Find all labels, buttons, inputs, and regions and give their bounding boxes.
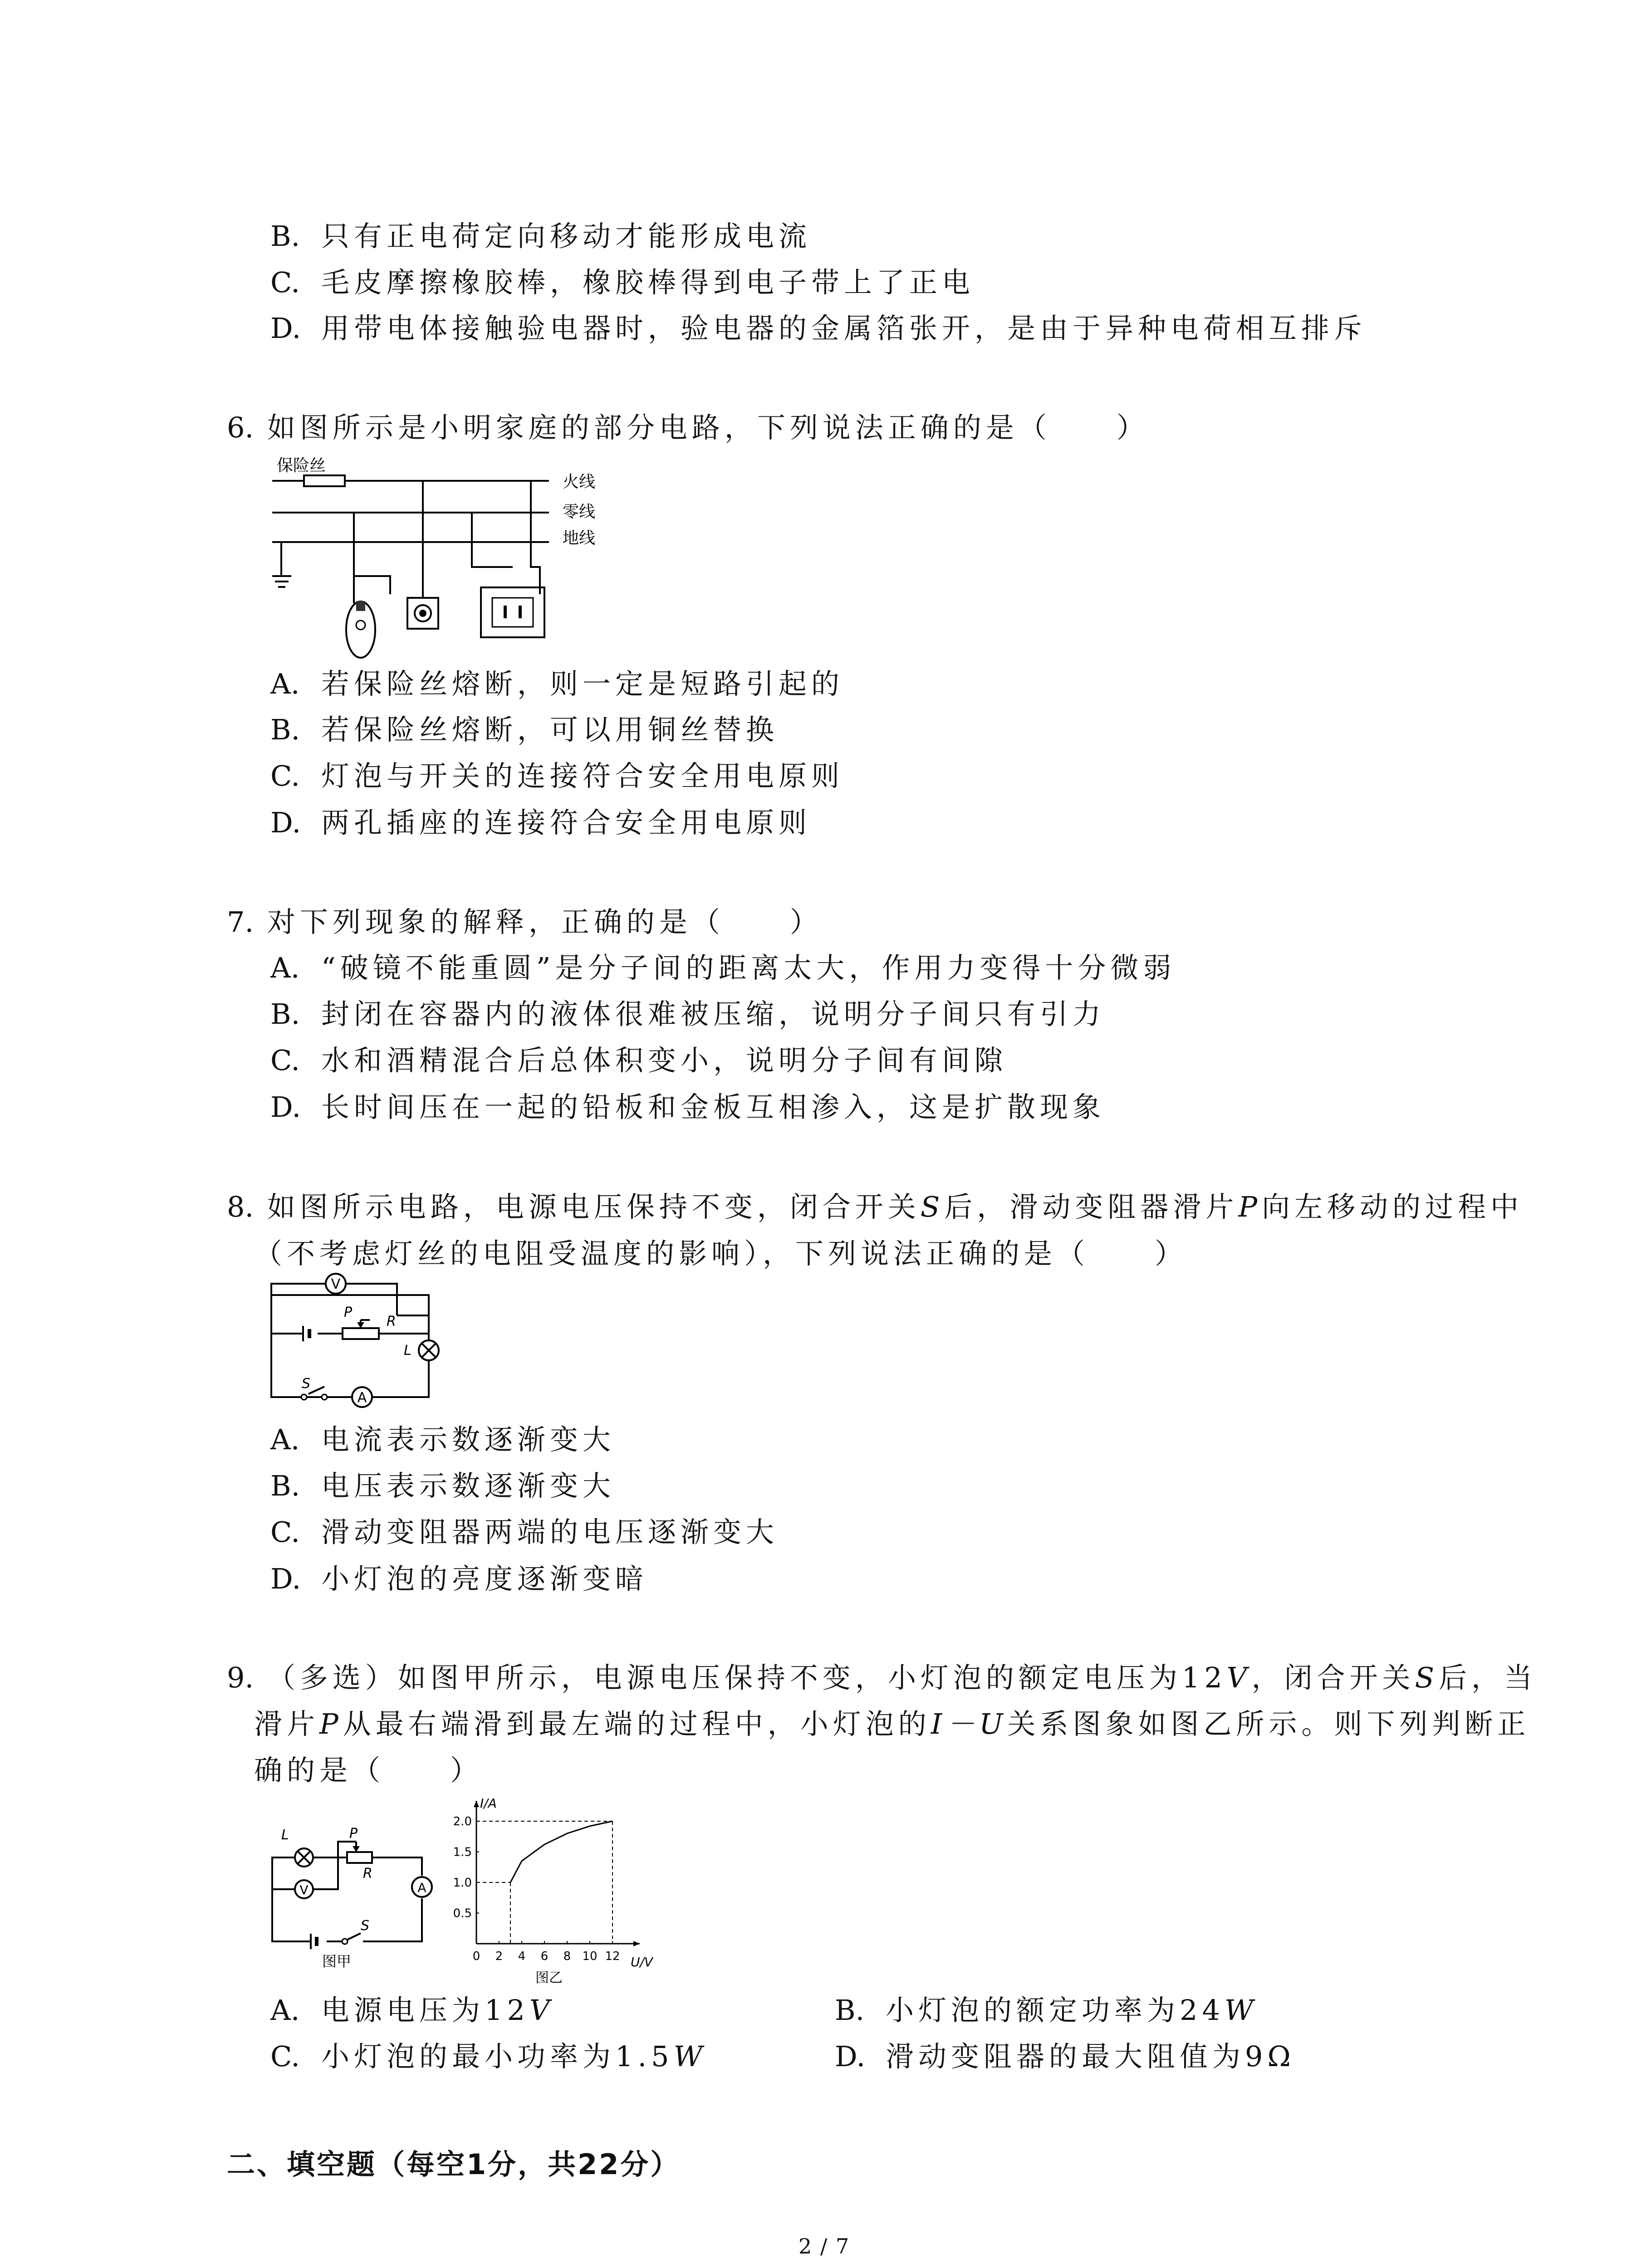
slider-label: P [344, 1305, 353, 1320]
option-unit: V [529, 1994, 554, 2027]
option-text: 毛皮摩擦橡胶棒，橡胶棒得到电子带上了正电 [321, 266, 975, 299]
iu-chart [440, 1792, 676, 1986]
q5-option-c [270, 266, 975, 299]
stem-symbol: S [920, 1190, 945, 1223]
slider-label: P [349, 1826, 358, 1842]
light-bulb-icon [346, 601, 375, 658]
option-text: 水和酒精混合后总体积变小，说明分子间有间隙 [321, 1044, 1008, 1077]
option-label: C. [270, 759, 300, 792]
y-tick-label: 1.0 [453, 1876, 472, 1890]
option-text: 若保险丝熔断，则一定是短路引起的 [321, 667, 844, 700]
question-number: 7. [227, 905, 254, 938]
stem-text: 如图所示电路，电源电压保持不变，闭合开关 [267, 1190, 921, 1223]
q7-option-d [270, 1090, 1106, 1124]
q6-option-a [270, 667, 844, 700]
option-unit: W [673, 2040, 707, 2073]
x-tick-label: 6 [540, 1950, 549, 1963]
stem-text: 后，当 [1439, 1661, 1537, 1694]
option-label: D. [270, 1562, 301, 1595]
stem-text: （多选）如图甲所示，电源电压保持不变，小灯泡的额定电压为12 [267, 1661, 1227, 1694]
option-text: 若保险丝熔断，可以用铜丝替换 [321, 713, 779, 746]
stem-symbol: P [319, 1707, 343, 1740]
earth-wire-label: 地线 [563, 529, 596, 547]
q5-option-d [270, 312, 1367, 345]
svg-text:A: A [357, 1390, 367, 1406]
q8-circuit-figure [268, 1277, 458, 1413]
q8-option-c [270, 1515, 779, 1549]
voltmeter-icon [326, 1274, 346, 1294]
x-tick-label: 8 [563, 1950, 571, 1963]
svg-text:V: V [331, 1276, 341, 1292]
q9-stem-line2 [254, 1707, 1530, 1740]
q8-option-d [270, 1562, 648, 1595]
stem-text: 向左移动的过程中 [1262, 1190, 1523, 1223]
y-tick-label: 0.5 [453, 1906, 472, 1921]
y-tick-label: 2.0 [453, 1815, 472, 1828]
q9-option-c [270, 2040, 707, 2073]
option-label: D. [835, 2040, 866, 2073]
figure-caption: 图乙 [535, 1970, 563, 1986]
q6-option-d [270, 806, 812, 839]
q8-stem-line1 [227, 1190, 1523, 1223]
stem-text: 从最右端滑到最左端的过程中，小灯泡的 [343, 1707, 931, 1740]
question-number: 6. [227, 411, 254, 444]
option-text: 只有正电荷定向移动才能形成电流 [321, 220, 812, 253]
neutral-wire-label: 零线 [563, 503, 596, 521]
x-tick-label: 2 [495, 1950, 503, 1963]
y-axis-label: I/A [480, 1796, 497, 1811]
q9-option-d [835, 2040, 1295, 2073]
option-text: 滑动变阻器两端的电压逐渐变大 [321, 1515, 779, 1549]
q8-option-a [270, 1423, 616, 1456]
option-label: B. [270, 713, 300, 746]
q6-stem [227, 411, 1149, 444]
q9-option-b [835, 1994, 1258, 2027]
option-label: A. [270, 951, 300, 984]
x-tick-label: 4 [518, 1950, 526, 1963]
x-tick-label: 10 [582, 1950, 598, 1963]
fuse-icon [304, 475, 345, 486]
q8-stem-line2: （不考虑灯丝的电阻受温度的影响），下列说法正确的是（ ） [254, 1237, 1188, 1270]
x-axis-label: U/V [631, 1955, 653, 1970]
stem-text: 后，滑动变阻器滑片 [944, 1190, 1239, 1223]
option-label: B. [270, 997, 300, 1031]
stem-text: 关系图象如图乙所示。则下列判断正 [1007, 1707, 1530, 1740]
option-label: B. [835, 1994, 865, 2027]
q9-stem-line1 [227, 1661, 1537, 1694]
option-label: C. [270, 2040, 300, 2073]
page-number: 2 / 7 [798, 2234, 850, 2258]
option-text: 小灯泡的最小功率为1.5 [321, 2040, 674, 2073]
x-tick-label: 12 [605, 1950, 620, 1963]
y-axis-arrow [474, 1801, 479, 1807]
option-label: C. [270, 1044, 300, 1077]
question-number: 9. [227, 1661, 254, 1694]
option-label: D. [270, 1090, 301, 1124]
stem-symbol: I－U [931, 1707, 1008, 1740]
q7-stem [227, 905, 823, 938]
q6-circuit-figure [263, 454, 608, 662]
option-label: C. [270, 266, 300, 299]
option-text: 小灯泡的额定功率为24 [886, 1994, 1225, 2027]
q8-option-b [270, 1469, 616, 1502]
option-label: A. [270, 1423, 300, 1456]
option-text: 滑动变阻器的最大阻值为9Ω [886, 2040, 1295, 2073]
svg-text:A: A [417, 1880, 426, 1895]
y-tick-label: 1.5 [453, 1845, 472, 1859]
figure-caption: 图甲 [322, 1953, 352, 1970]
option-text: 电压表示数逐渐变大 [321, 1469, 616, 1502]
rheostat-label: R [363, 1866, 372, 1882]
q9-circuit-figure [268, 1819, 440, 1969]
q7-option-b [270, 997, 1106, 1031]
ammeter-icon [412, 1877, 432, 1897]
two-hole-socket-icon [481, 587, 544, 637]
voltmeter-icon [295, 1880, 313, 1898]
stem-symbol: S [1415, 1661, 1439, 1694]
ammeter-icon [352, 1387, 372, 1407]
option-label: A. [270, 667, 300, 700]
q9-option-a [270, 1994, 554, 2027]
option-label: B. [270, 1469, 300, 1502]
iu-curve [510, 1821, 612, 1882]
lamp-icon [295, 1848, 313, 1867]
x-axis-arrow [633, 1941, 640, 1946]
option-text: 灯泡与开关的连接符合安全用电原则 [321, 759, 844, 792]
fuse-label: 保险丝 [277, 456, 326, 475]
switch-label: S [361, 1918, 370, 1934]
question-text: 如图所示是小明家庭的部分电路，下列说法正确的是（ ） [267, 411, 1149, 444]
q5-option-b [270, 220, 812, 253]
option-label: C. [270, 1515, 300, 1549]
option-text: 电流表示数逐渐变大 [321, 1423, 616, 1456]
live-wire-label: 火线 [563, 473, 596, 491]
stem-symbol: V [1226, 1661, 1252, 1694]
stem-symbol: P [1238, 1190, 1262, 1223]
option-text: 电源电压为12 [321, 1994, 529, 2027]
q6-option-c [270, 759, 844, 792]
option-label: D. [270, 312, 301, 345]
option-label: D. [270, 806, 301, 839]
x-tick-label: 0 [472, 1950, 480, 1963]
q9-stem-line3: 确的是（ ） [254, 1754, 483, 1787]
rheostat-label: R [387, 1314, 396, 1330]
question-text: 对下列现象的解释，正确的是（ ） [267, 905, 823, 938]
switch-label: S [302, 1376, 311, 1392]
q7-option-a [270, 951, 1176, 984]
option-text: 两孔插座的连接符合安全用电原则 [321, 806, 812, 839]
question-number: 8. [227, 1190, 254, 1223]
option-text: 长时间压在一起的铅板和金板互相渗入，这是扩散现象 [321, 1090, 1106, 1124]
switch-icon [407, 598, 438, 629]
svg-text:V: V [299, 1882, 309, 1897]
section-heading: 二、填空题（每空1分，共22分） [227, 2148, 681, 2181]
stem-text: ，闭合开关 [1251, 1661, 1415, 1694]
q6-option-b [270, 713, 779, 746]
option-text: 小灯泡的亮度逐渐变暗 [321, 1562, 648, 1595]
option-unit: W [1224, 1994, 1258, 2027]
q7-option-c [270, 1046, 1007, 1075]
lamp-label: L [404, 1343, 411, 1359]
option-text: 用带电体接触验电器时，验电器的金属箔张开，是由于异种电荷相互排斥 [321, 312, 1367, 345]
lamp-icon [419, 1340, 439, 1360]
option-text: “破镜不能重圆”是分子间的距离太大，作用力变得十分微弱 [321, 951, 1176, 984]
lamp-label: L [281, 1827, 289, 1843]
option-label: B. [270, 220, 300, 253]
option-text: 封闭在容器内的液体很难被压缩，说明分子间只有引力 [321, 997, 1106, 1031]
stem-text: 滑片 [254, 1707, 320, 1740]
option-label: A. [270, 1994, 300, 2027]
